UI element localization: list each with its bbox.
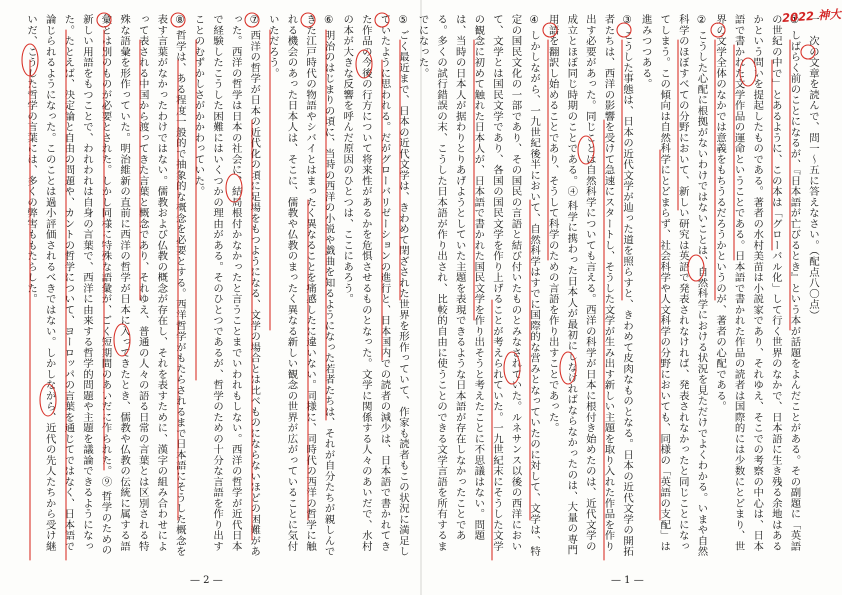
right-page-number: — 1 —: [611, 575, 644, 586]
handwritten-note: 2022 神大: [781, 6, 842, 26]
left-page-number: — 2 —: [190, 575, 223, 586]
right-page-text: 一 次の文章を読んで、問一〜五に答えなさい。（配点八〇点） ① しばらく前のことになるが、『日本語が亡びるとき』という本が話題をよんだことがある。その副題に「英語の世紀の中で」とあるように、この本は「グローバル化」して行く世界のなかで、日本語に生き残る余地はあるかという問いを提起したものである。著者の水村美苗は小説家であり、それゆえ、そこでの考察の中心は、日本語で書かれた文学作品の運命ということである。日本語で書かれた作品の読者は国際的には少数にとどまり、世界の文学全体のなかでは意義をもちうるだろうかというのが、著者の心配である。 ② こうした心配に根拠がないわけではないことは、自然科学における状況を見ただけでよくわかる。いまや自然科学のほぼすべての分野において、新しい研究は英語で発表されなければ、発表されなかったと同じことになってしまう。この傾向は自然科学にとどまらず、社会科学や人文科学の分野においても、同様の「英語の支配」は進みつつある。 ③ こうした事態は、日本の近代文学が辿った道を照らすと、きわめて皮肉なものとなる。日本の近代文学の開拓者たちは、西洋の影響を受けて急速にスタートし、そうした文学が生み出す新しい主題を取り入れた作品を作り出す必要があった。同じことは自然科学についても言える。西洋の科学が日本に根付き始めたのは、近代文学の成立とほぼ同じ時期のことである。④ 科学に携わった日本人が最初にしなければならなかったのは、大量の専門用語を翻訳し始めることであり、そうして科学のための言語を作り出すことであった。 ④ しかしながら、一九世紀後半において、自然科学はすでに国際的な営みとなっていたのに対して、文学は、特定の国民文化の一部であり、その国民の言語と結び付いたものとみなされていた。ルネサンス以後の西洋において、文学とは国民文学であり、各国の国民文学を作り上げることが考えられていた。一九世紀末にそうした文学の観念に初めて触れた日本人が、日本語で書かれた国民文学を作り出そうと考えたことに不思議はない。問題は、当時の日本人が据わりとりあげようとしていた主題を表現できるような日本語が存在しなかったことである。多くの試行錯誤の末、こうした日本語が作り出され、比較的自由に使うことのできる文学言語を所有するまでになった。: [416, 14, 819, 557]
left-page-text: ⑤ ごく最近まで、日本の近代文学は、きわめて閉ざされた世界を形作っていて、作家も読者もこの状況に満足していたように思われる。だがグローバリゼーションの進行と、日本国内での読者の減少は、日本語で書かれてきた作品の今後の行方について将来性があるかを危惧させるものとなった。文学に関係する人々のあいだで、水村の本が大きな反響を呼んだ原因のひとつは、ここにあろう。 ⑥ 明治のはじまりの頃に、当時の西洋の小説や戯曲を知るようになった若者たちは、それが自分たちが親しんできた江戸時代の物語やシバイとはまったく異なることを痛感したに違いない。同様に、同時代の西洋の哲学に触れる機会のあった日本人は、そこに、儒教や仏教のまったく異なる新しい観念の世界が広がっていることに気付いただろう。 ⑦ 西洋の哲学が日本の近代化の頃に足場をもつようになる、文学の場合とは比べものにならないほどの困難があった。西洋の哲学は日本の社会に、結局根付かなかったと言うことまでいわれもしない。西洋の哲学が近代日本で経験したこうした困難にはいくつかの理由がある。そのひとつであるが、哲学のための十分な言語を作り出すことのむずかしさがかかわっていた。 ⑧ 哲学は、ある程度一般的で抽象的な概念を必要とする。西洋哲学がもたらされるまで日本語にそうした概念を表す言葉がなかったわけではない。儒教および仏教の概念が存在し、それを表すために、漢字の組み合わせによって表される中国から渡ってきた言葉と概念であり、それゆえ、普通の人々の語る日常の言葉とは区別される特殊な語彙を形作っていた。明治維新の直前に西洋の哲学が日本に入ってきたとき、儒教や仏教の伝統に属する語彙とは別のものが必要とされた。しかし同様に特殊な語彙が、ごく短期間のあいだに作られた。⑨ 哲学のための新しい用語をもつことで、われわれは自身の言葉で、西洋に由来する哲学的問題や主題を議論できるようになった。たとえば、決定論と自由の問題や、カントの哲学について、ヨーロッパの言葉を通じてではなく、日本語で論じられるようになった。このことは過小評価されるべきではない。しかしながら、近代の先人たちから受け継いだ、こうした哲学の言葉には、多くの弊害ももたらした。: [25, 14, 409, 557]
page-gutter: [420, 0, 422, 595]
